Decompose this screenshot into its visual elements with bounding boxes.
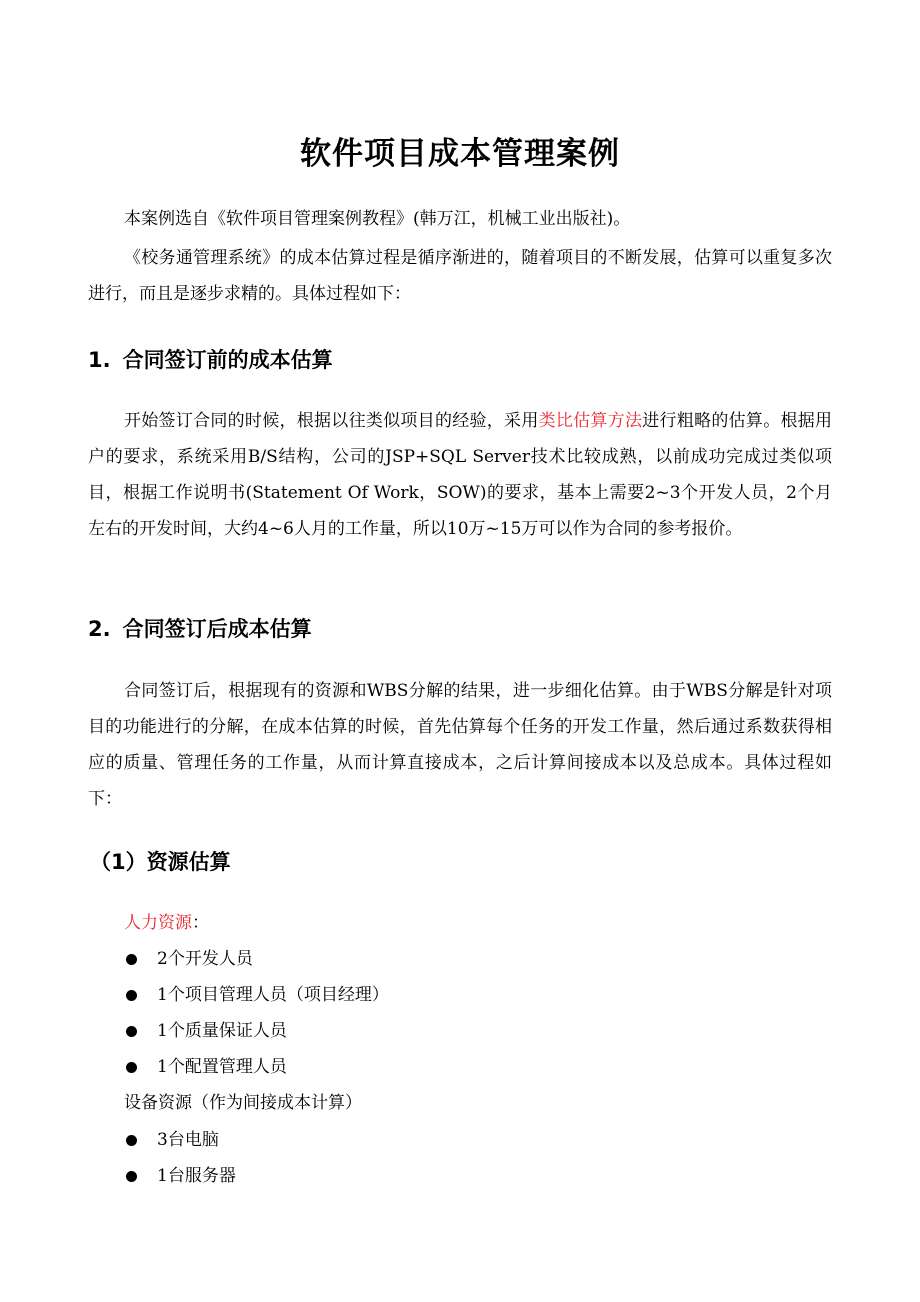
intro-paragraph-process: 《校务通管理系统》的成本估算过程是循序渐进的，随着项目的不断发展，估算可以重复多次进行，而且是逐步求精的。具体过程如下：: [88, 248, 832, 304]
analogy-estimation-highlight: 类比估算方法: [538, 411, 643, 431]
equipment-item-server: 1台服务器: [157, 1166, 236, 1186]
human-resources-title: 人力资源: [124, 913, 192, 933]
list-item: [126, 1158, 236, 1194]
human-resources-label: [124, 905, 209, 941]
intro-paragraph-source: 本案例选自《软件项目管理案例教程》(韩万江，机械工业出版社)。: [124, 209, 631, 229]
human-item-developers: 2个开发人员: [157, 949, 253, 969]
section-1-title: 合同签订前的成本估算: [122, 348, 333, 372]
equipment-item-computers: 3台电脑: [157, 1130, 219, 1150]
list-item: [126, 941, 253, 977]
bullet-icon: [126, 1135, 137, 1146]
bullet-icon: [126, 1026, 137, 1037]
bullet-icon: [126, 1062, 137, 1073]
list-item: [126, 1122, 219, 1158]
section-1-number: 1.: [88, 348, 111, 372]
equipment-resources-label: 设备资源（作为间接成本计算）: [124, 1093, 362, 1113]
document-title: 软件项目成本管理案例: [300, 136, 620, 172]
human-item-configuration-management: 1个配置管理人员: [157, 1057, 287, 1077]
human-resources-colon: ：: [192, 913, 209, 933]
human-item-project-manager: 1个项目管理人员（项目经理）: [157, 985, 389, 1005]
list-item: [126, 977, 389, 1013]
section-2-heading: [88, 613, 312, 645]
list-item: [126, 1013, 287, 1049]
section-2-number: 2.: [88, 617, 111, 641]
section-1-paragraph: [88, 403, 832, 547]
section-1-text-before: 开始签订合同的时候，根据以往类似项目的经验，采用: [124, 411, 539, 431]
section-1-text-after: 进行粗略的估算。根据用户的要求，系统采用B/S结构，公司的JSP+SQL Server技术比较成熟，以前成功完成过类似项目，根据工作说明书(Statement Of Work，SOW)的要求，基本上需要2~3个开发人员，2个月左右的开发时间，大约4~6人月的工作量，所以10万~15万可以作为合同的参考报价。: [88, 411, 833, 539]
section-2-title: 合同签订后成本估算: [122, 617, 312, 641]
list-item: [126, 1049, 287, 1085]
bullet-icon: [126, 990, 137, 1001]
bullet-icon: [126, 954, 137, 965]
section-2-paragraph: 合同签订后，根据现有的资源和WBS分解的结果，进一步细化估算。由于WBS分解是针对项目的功能进行的分解，在成本估算的时候，首先估算每个任务的开发工作量，然后通过系数获得相应的质量、管理任务的工作量，从而计算直接成本，之后计算间接成本以及总成本。具体过程如下：: [88, 681, 832, 809]
section-1-heading: [88, 344, 333, 376]
human-item-quality-assurance: 1个质量保证人员: [157, 1021, 287, 1041]
subsection-1-heading: （1）资源估算: [90, 850, 231, 874]
bullet-icon: [126, 1171, 137, 1182]
